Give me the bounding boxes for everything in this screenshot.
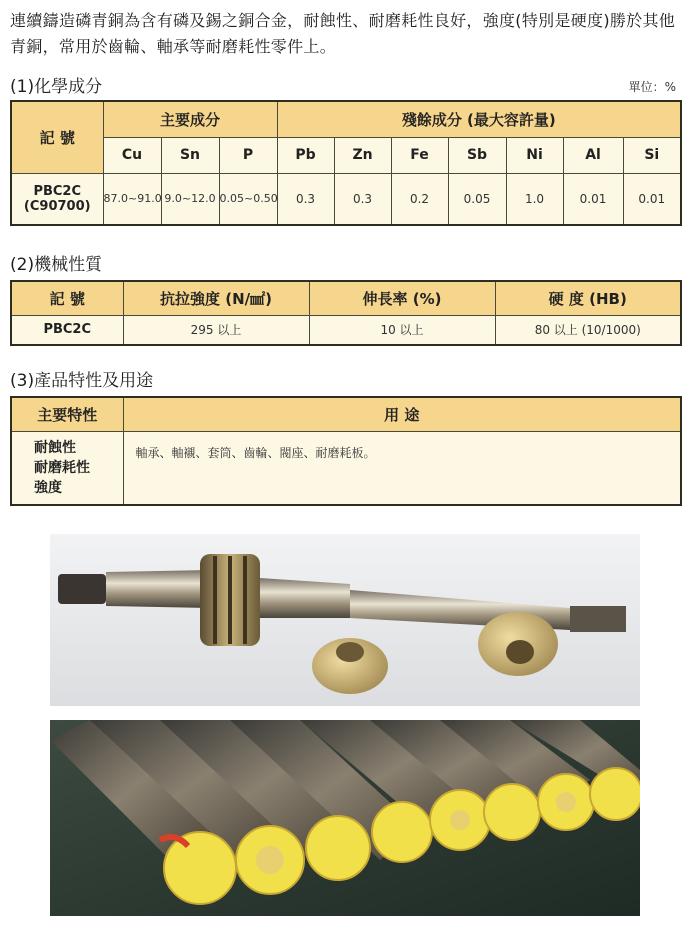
section-title-mechanical: (2)機械性質 [10,255,103,275]
value-p: 0.05~0.50 [219,173,277,225]
features-list [11,431,123,505]
element-pb: Pb [277,137,334,173]
mech-tensile: 295 以上 [123,315,309,345]
value-ni: 1.0 [506,173,563,225]
mech-header-elongation: 伸長率 (%) [309,281,495,315]
element-sb: Sb [448,137,506,173]
feature-wear: 耐磨耗性 [34,459,90,476]
row-code [11,173,103,225]
mech-code: PBC2C [11,315,123,345]
row-code-line2: (C90700) [23,198,91,214]
intro-paragraph: 連續鑄造磷青銅為含有磷及錫之銅合金，耐蝕性、耐磨耗性良好，強度(特別是硬度)勝於其他青銅，常用於齒輪、軸承等耐磨耗性零件上。 [10,11,676,56]
feature-strength: 強度 [34,479,62,496]
uses-text: 軸承、軸襯、套筒、齒輪、閥座、耐磨耗板。 [123,431,681,505]
value-pb: 0.3 [277,173,334,225]
chemical-composition-table [10,100,682,226]
element-sn: Sn [161,137,219,173]
element-p: P [219,137,277,173]
value-sn: 9.0~12.0 [161,173,219,225]
element-si: Si [623,137,681,173]
value-cu: 87.0~91.0 [103,173,161,225]
value-si: 0.01 [623,173,681,225]
value-al: 0.01 [563,173,623,225]
element-cu: Cu [103,137,161,173]
features-uses-table [10,396,682,506]
header-residual-components: 殘餘成分 (最大容許量) [277,101,681,137]
value-sb: 0.05 [448,173,506,225]
value-fe: 0.2 [391,173,448,225]
mechanical-properties-table [10,280,682,346]
unit-label: 單位：% [628,80,676,94]
section-title-features: (3)產品特性及用途 [10,371,154,391]
mech-header-code: 記 號 [11,281,123,315]
row-code-line1: PBC2C [33,183,82,199]
header-uses: 用 途 [123,397,681,431]
element-ni: Ni [506,137,563,173]
mech-header-hardness: 硬 度 (HB) [495,281,681,315]
mech-hardness: 80 以上 (10/1000) [495,315,681,345]
section-title-chemical: (1)化學成分 [10,77,103,97]
element-fe: Fe [391,137,448,173]
header-main-components: 主要成分 [103,101,277,137]
product-photo-rods [50,720,640,916]
element-zn: Zn [334,137,391,173]
header-features: 主要特性 [11,397,123,431]
element-al: Al [563,137,623,173]
feature-corrosion: 耐蝕性 [34,439,76,456]
value-zn: 0.3 [334,173,391,225]
mech-elongation: 10 以上 [309,315,495,345]
product-photo-shaft [50,534,640,706]
mech-header-tensile: 抗拉強度 (N/㎟) [123,281,309,315]
header-code: 記 號 [11,101,103,173]
